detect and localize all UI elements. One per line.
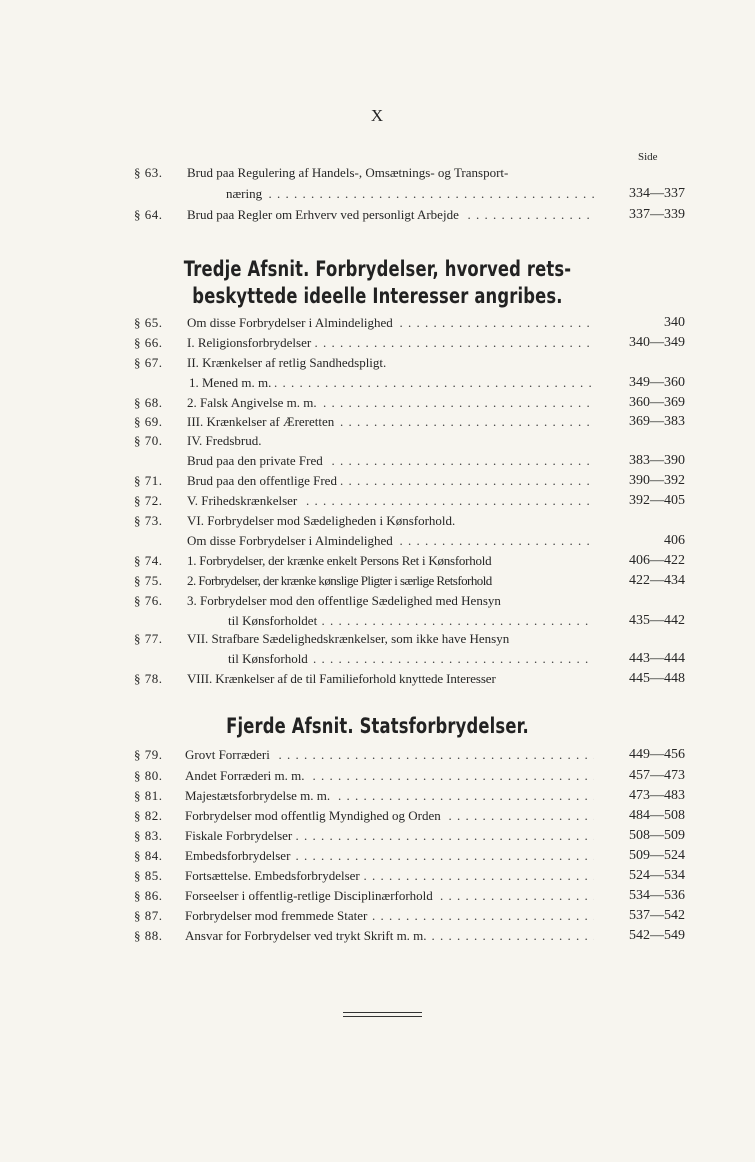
toc-entry-70-a (0, 451, 755, 471)
entry-title: Brud paa Regulering af Handels-, Omsætnings- og Transport- (187, 163, 607, 183)
toc-entry-88 (0, 926, 755, 946)
entry-title: VII. Strafbare Sædelighedskrænkelser, som ikke have Hensyn (187, 629, 607, 649)
part-heading: Fjerde Afsnit. Statsforbrydelser. (226, 714, 529, 738)
entry-title: 1. Mened m. m. . . . (189, 373, 594, 393)
entry-title: Brud paa Regler om Erhverv ved personligt Arbejde . . . (187, 205, 594, 225)
page-range: 443—444 (629, 651, 685, 666)
section-number: § 84. (134, 848, 163, 863)
entry-title: Om disse Forbrydelser i Almindelighed . . . (187, 531, 594, 551)
page-range: 473—483 (629, 788, 685, 803)
toc-entry-79 (0, 745, 755, 765)
toc-entry-67 (0, 353, 755, 373)
section-number: § 69. (134, 414, 163, 429)
entry-title: Forseelser i offentlig-retlige Disciplinærforhold . . . (185, 886, 594, 906)
page-range: 509—524 (629, 848, 685, 863)
entry-title: III. Krænkelser af Æreretten . . . (187, 412, 594, 432)
page-range: 537—542 (629, 908, 685, 923)
section-number: § 66. (134, 335, 163, 350)
page-range: 349—360 (629, 375, 685, 390)
section-number: § 78. (134, 671, 163, 686)
entry-title: Brud paa den private Fred . . . (187, 451, 594, 471)
entry-title: Brud paa den offentlige Fred . . . (187, 471, 594, 491)
page-range: 508—509 (629, 828, 685, 843)
section-number: § 88. (134, 928, 163, 943)
page-range: 457—473 (629, 768, 685, 783)
page-range: 524—534 (629, 868, 685, 883)
page-range: 383—390 (629, 453, 685, 468)
toc-entry-63 (0, 163, 755, 183)
toc-entry-69 (0, 412, 755, 432)
page-range: 334—337 (629, 186, 685, 201)
page-range: 340 (664, 315, 685, 330)
toc-entry-76 (0, 591, 755, 611)
toc-entry-75 (0, 571, 755, 591)
entry-title: 3. Forbrydelser mod den offentlige Sædelighed med Hensyn (187, 591, 607, 611)
section-number: § 86. (134, 888, 163, 903)
toc-entry-86 (0, 886, 755, 906)
entry-title: 1. Forbrydelser, der krænke enkelt Persons Ret i Kønsforhold (187, 551, 607, 571)
toc-entry-66 (0, 333, 755, 353)
section-number: § 81. (134, 788, 163, 803)
closing-rule-bottom (343, 1016, 422, 1017)
entry-title: Grovt Forræderi . . . (185, 745, 594, 765)
entry-title: V. Frihedskrænkelser . . . (187, 491, 594, 511)
entry-title: IV. Fredsbrud. (187, 431, 594, 451)
page-range: 435—442 (629, 613, 685, 628)
toc-entry-71 (0, 471, 755, 491)
section-number: § 67. (134, 355, 163, 370)
toc-entry-85 (0, 866, 755, 886)
page-range: 360—369 (629, 395, 685, 410)
toc-entry-68 (0, 393, 755, 413)
page-range: 337—339 (629, 207, 685, 222)
page-range: 542—549 (629, 928, 685, 943)
page-number: X (370, 106, 385, 125)
page-range: 392—405 (629, 493, 685, 508)
page-range: 369—383 (629, 414, 685, 429)
entry-title: Embedsforbrydelser . . . (185, 846, 594, 866)
section-number: § 77. (134, 631, 163, 646)
part-heading-line-1: Tredje Afsnit. Forbrydelser, hvorved rets- (183, 257, 572, 281)
entry-title: Fiskale Forbrydelser . . . (185, 826, 594, 846)
section-number: § 75. (134, 573, 163, 588)
toc-entry-77-cont (0, 649, 755, 669)
section-number: § 74. (134, 553, 163, 568)
entry-title: Forbrydelser mod fremmede Stater . . . (185, 906, 594, 926)
section-number: § 83. (134, 828, 163, 843)
section-number: § 82. (134, 808, 163, 823)
entry-title: II. Krænkelser af retlig Sandhedspligt. (187, 353, 594, 373)
toc-entry-67-1 (0, 373, 755, 393)
entry-title: Majestætsforbrydelse m. m. . . . (185, 786, 594, 806)
section-number: § 80. (134, 768, 163, 783)
entry-title: til Kønsforholdet . . . (228, 611, 594, 631)
section-number: § 70. (134, 433, 163, 448)
side-column-label: Side (638, 151, 658, 163)
section-number: § 65. (134, 315, 163, 330)
toc-entry-78 (0, 669, 755, 689)
entry-title: VI. Forbrydelser mod Sædeligheden i Kønsforhold. (187, 511, 594, 531)
entry-title: VIII. Krænkelser af de til Familieforhold knyttede Interesser (187, 669, 607, 689)
section-number: § 64. (134, 207, 163, 222)
toc-entry-83 (0, 826, 755, 846)
toc-entry-72 (0, 491, 755, 511)
page-range: 406—422 (629, 553, 685, 568)
section-number: § 68. (134, 395, 163, 410)
entry-title: til Kønsforhold . . . (228, 649, 594, 669)
section-number: § 73. (134, 513, 163, 528)
toc-entry-87 (0, 906, 755, 926)
toc-entry-70 (0, 431, 755, 451)
toc-entry-73 (0, 511, 755, 531)
toc-entry-64 (0, 205, 755, 225)
section-number: § 79. (134, 747, 163, 762)
toc-entry-73-a (0, 531, 755, 551)
page-range: 340—349 (629, 335, 685, 350)
entry-title: 2. Forbrydelser, der krænke kønslige Pligter i særlige Retsforhold (187, 571, 607, 591)
toc-entry-82 (0, 806, 755, 826)
page-range: 406 (664, 533, 685, 548)
section-number: § 71. (134, 473, 163, 488)
entry-title: Forbrydelser mod offentlig Myndighed og Orden . . . (185, 806, 594, 826)
entry-title: 2. Falsk Angivelse m. m. . . . (187, 393, 594, 413)
entry-title: I. Religionsforbrydelser . . . (187, 333, 594, 353)
toc-entry-80 (0, 766, 755, 786)
toc-entry-77 (0, 629, 755, 649)
page-range: 449—456 (629, 747, 685, 762)
section-number: § 72. (134, 493, 163, 508)
section-number: § 87. (134, 908, 163, 923)
entry-title: Fortsættelse. Embedsforbrydelser . . . (185, 866, 594, 886)
page-range: 484—508 (629, 808, 685, 823)
entry-title: næring . . . (226, 184, 594, 204)
section-number: § 85. (134, 868, 163, 883)
toc-entry-81 (0, 786, 755, 806)
toc-entry-84 (0, 846, 755, 866)
section-number: § 76. (134, 593, 163, 608)
entry-title: Om disse Forbrydelser i Almindelighed . . . (187, 313, 594, 333)
toc-entry-65 (0, 313, 755, 333)
entry-title: Andet Forræderi m. m. . . . (185, 766, 594, 786)
page-range: 390—392 (629, 473, 685, 488)
page-range: 534—536 (629, 888, 685, 903)
part-heading-line-2: beskyttede ideelle Interesser angribes. (192, 284, 563, 308)
entry-title: Ansvar for Forbrydelser ved trykt Skrift m. m. . . . (185, 926, 594, 946)
section-number: § 63. (134, 165, 163, 180)
toc-entry-76-cont (0, 611, 755, 631)
page-range: 422—434 (629, 573, 685, 588)
toc-entry-63-cont (0, 184, 755, 204)
closing-rule-top (343, 1012, 422, 1013)
toc-entry-74 (0, 551, 755, 571)
page-range: 445—448 (629, 671, 685, 686)
